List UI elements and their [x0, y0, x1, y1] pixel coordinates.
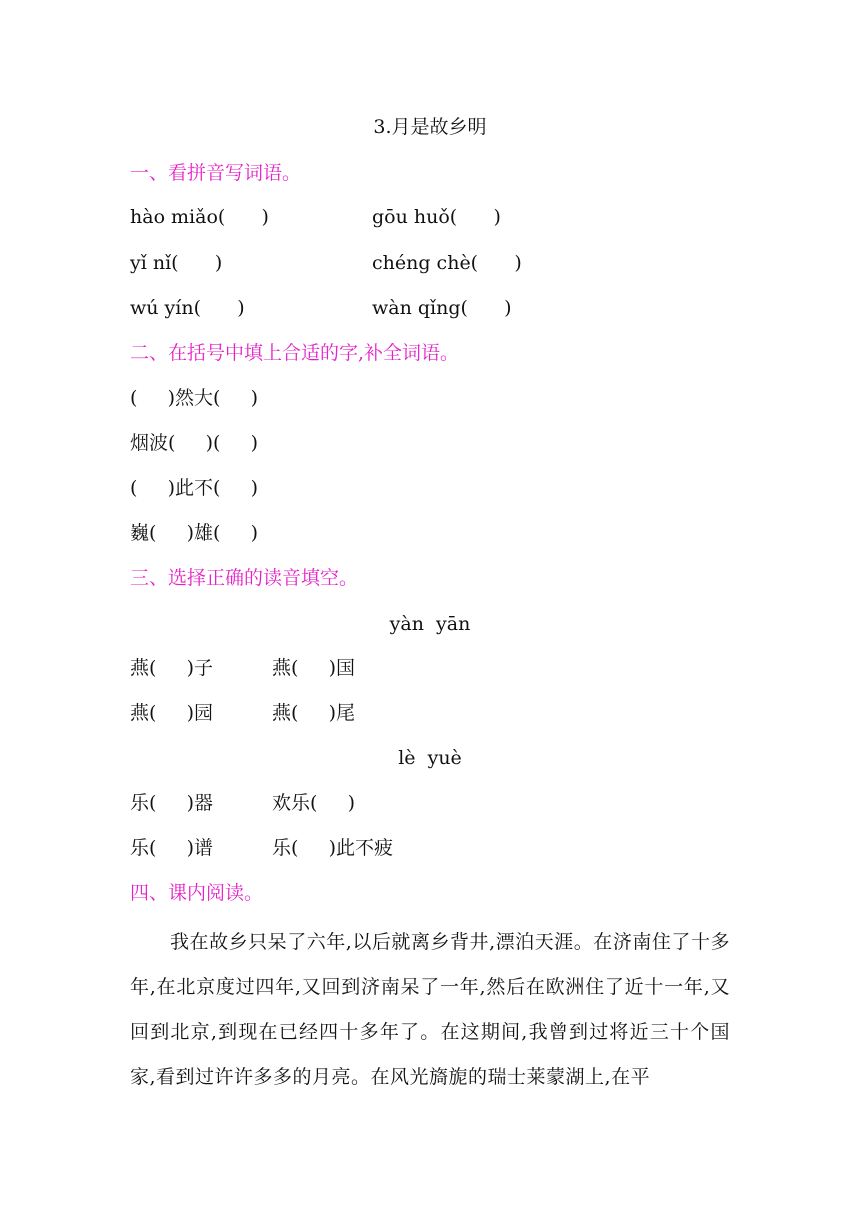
fill-word-item: ( )此不( ) — [130, 477, 259, 499]
section-heading-reading: 四、课内阅读。 — [130, 882, 264, 904]
section-heading-fill-words: 二、在括号中填上合适的字,补全词语。 — [130, 342, 460, 364]
pinyin-item: gōu huǒ( ) — [372, 206, 501, 228]
pronunciation-item: 燕( )国 — [272, 657, 356, 679]
fill-word-item: ( )然大( ) — [130, 387, 259, 409]
pinyin-item: wàn qǐng( ) — [372, 297, 512, 319]
pronunciation-item: 乐( )谱 — [130, 837, 214, 859]
pronunciation-item: 燕( )园 — [130, 702, 214, 724]
fill-word-item: 巍( )雄( ) — [130, 522, 259, 544]
page-title: 3.月是故乡明 — [373, 116, 487, 138]
pinyin-options: lè yuè — [398, 747, 462, 769]
fill-word-item: 烟波( )( ) — [130, 432, 259, 454]
pinyin-item: yǐ nǐ( ) — [130, 252, 223, 274]
pronunciation-item: 燕( )尾 — [272, 702, 356, 724]
pinyin-item: chéng chè( ) — [372, 252, 522, 274]
section-heading-pinyin: 一、看拼音写词语。 — [130, 162, 302, 184]
pronunciation-item: 乐( )此不疲 — [272, 837, 394, 859]
reading-paragraph: 我在故乡只呆了六年,以后就离乡背井,漂泊天涯。在济南住了十多年,在北京度过四年,又回到济南呆了一年,然后在欧洲住了近十一年,又回到北京,到现在已经四十多年了。在这期间,我曾到过将近三十个国家,看到过许许多多的月亮。在风光旖旎的瑞士莱蒙湖上,在平 — [130, 931, 730, 1088]
pronunciation-item: 乐( )器 — [130, 792, 214, 814]
pinyin-item: hào miǎo( ) — [130, 206, 269, 228]
pinyin-item: wú yín( ) — [130, 297, 245, 319]
pronunciation-item: 欢乐( ) — [272, 792, 356, 814]
pronunciation-item: 燕( )子 — [130, 657, 214, 679]
pinyin-options: yàn yān — [389, 613, 471, 635]
section-heading-pronunciation: 三、选择正确的读音填空。 — [130, 567, 359, 589]
